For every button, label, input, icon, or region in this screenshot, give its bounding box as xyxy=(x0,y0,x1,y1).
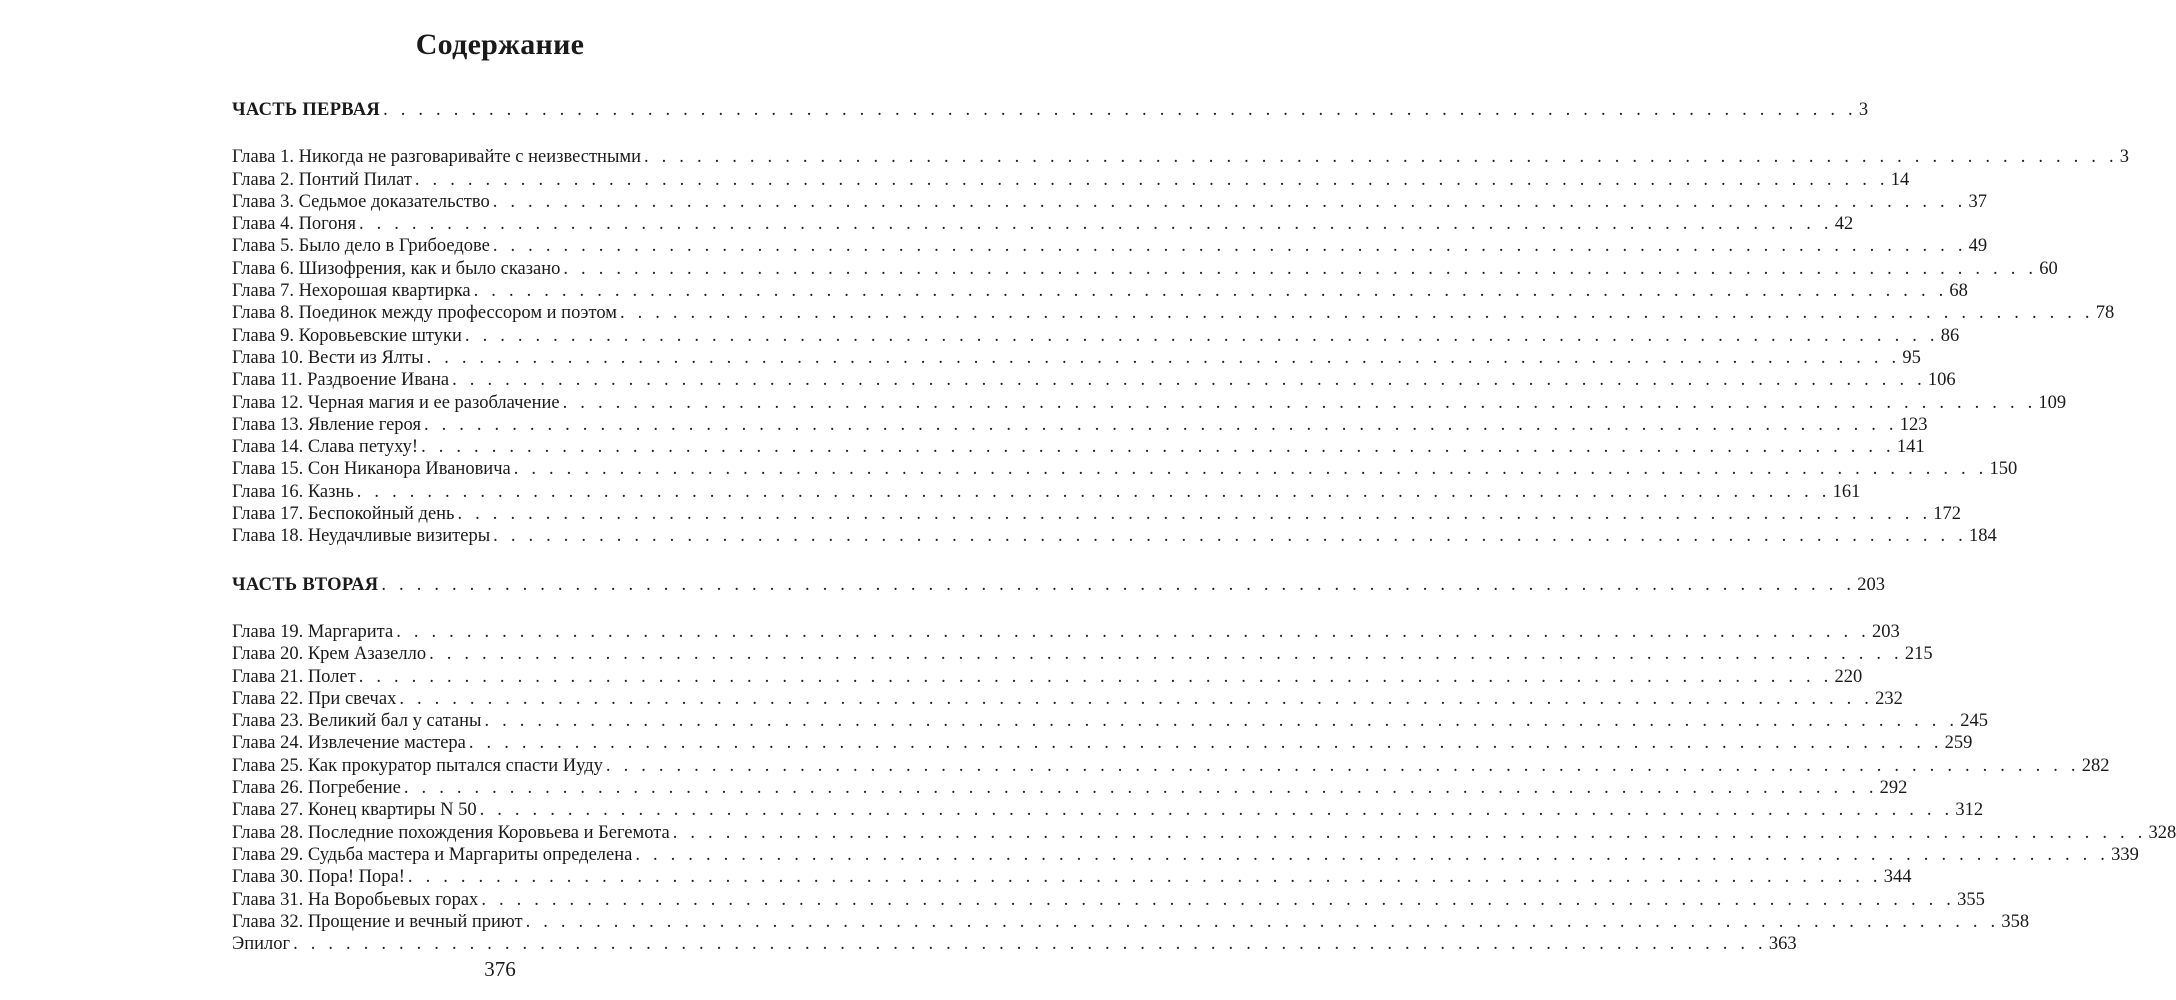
chapter-title: Глава 22. При свечах xyxy=(232,688,397,709)
chapter-page-number: 203 xyxy=(1872,621,1900,642)
chapter-title: Глава 30. Пора! Пора! xyxy=(232,867,405,888)
toc-chapter-row xyxy=(232,169,1910,191)
dot-leader: . . . . . . . . . . . . . . . . . . . . . . . . . . . . . . . . . . . . . . . . . . . . . . . . . . . . . . . . . . . . . . . . . . . . . . . . . . . . . . . . . . . . xyxy=(421,437,1895,458)
toc-chapter-row xyxy=(232,710,1988,732)
chapter-title: Глава 24. Извлечение мастера xyxy=(232,733,466,754)
toc-chapter-row xyxy=(232,146,2130,168)
dot-leader: . . . . . . . . . . . . . . . . . . . . . . . . . . . . . . . . . . . . . . . . . . . . . . . . . . . . . . . . . . . . . . . . . . . . . . . . . . . . . . . . . . . . xyxy=(407,867,1882,888)
chapter-page-number: 184 xyxy=(1968,526,1997,547)
chapter-page-number: 106 xyxy=(1927,370,1956,391)
toc-part-row xyxy=(232,574,1885,596)
dot-leader: . . . . . . . . . . . . . . . . . . . . . . . . . . . . . . . . . . . . . . . . . . . . . . . . . . . . . . . . . . . . . . . . . . . . . . . . . . . . . . . . . . . . xyxy=(493,526,1967,547)
dot-leader: . . . . . . . . . . . . . . . . . . . . . . . . . . . . . . . . . . . . . . . . . . . . . . . . . . . . . . . . . . . . . . . . . . . . . . . . . . . . . . . . . . . . xyxy=(293,934,1767,955)
chapter-page-number: 355 xyxy=(1957,889,1985,910)
dot-leader: . . . . . . . . . . . . . . . . . . . . . . . . . . . . . . . . . . . . . . . . . . . . . . . . . . . . . . . . . . . . . . . . . . . . . . . . . . . . . . . . . . . . xyxy=(563,258,2038,279)
dot-leader: . . . . . . . . . . . . . . . . . . . . . . . . . . . . . . . . . . . . . . . . . . . . . . . . . . . . . . . . . . . . . . . . . . . . . . . . . . . . . . . . . . . . xyxy=(484,711,1959,732)
dot-leader: . . . . . . . . . . . . . . . . . . . . . . . . . . . . . . . . . . . . . . . . . . . . . . . . . . . . . . . . . . . . . . . . . . . . . . . . . . . . . . . . . . . . xyxy=(414,169,1889,190)
chapter-page-number: 3 xyxy=(2119,147,2130,168)
part-title: ЧАСТЬ ПЕРВАЯ xyxy=(232,100,381,120)
toc-chapter-row xyxy=(232,844,2139,866)
chapter-page-number: 68 xyxy=(1949,281,1968,302)
toc-chapter-row xyxy=(232,213,1854,235)
toc-chapter-row xyxy=(232,325,1960,347)
dot-leader: . . . . . . . . . . . . . . . . . . . . . . . . . . . . . . . . . . . . . . . . . . . . . . . . . . . . . . . . . . . . . . . . . . . . . . . . . . . . . . . . . . . . xyxy=(426,347,1901,368)
chapter-page-number: 109 xyxy=(2038,392,2067,413)
chapter-page-number: 344 xyxy=(1883,867,1912,888)
dot-leader: . . . . . . . . . . . . . . . . . . . . . . . . . . . . . . . . . . . . . . . . . . . . . . . . . . . . . . . . . . . . . . . . . . . . . . . . . . . . . . . . . . . . xyxy=(423,414,1898,435)
dot-leader: . . . . . . . . . . . . . . . . . . . . . . . . . . . . . . . . . . . . . . . . . . . . . . . . . . . . . . . . . . . . . . . . . . . . . . . . . . . . . . . . . . . . xyxy=(479,800,1954,821)
toc-chapter-row xyxy=(232,643,1933,665)
chapter-title: Глава 19. Маргарита xyxy=(232,621,394,642)
dot-leader: . . . . . . . . . . . . . . . . . . . . . . . . . . . . . . . . . . . . . . . . . . . . . . . . . . . . . . . . . . . . . . . . . . . . . . . . . . . . . . . . . . . . xyxy=(358,214,1833,235)
dot-leader: . . . . . . . . . . . . . . . . . . . . . . . . . . . . . . . . . . . . . . . . . . . . . . . . . . . . . . . . . . . . . . . . . . . . . . . . . . . . . . . . . . . . xyxy=(635,844,2110,865)
chapter-page-number: 86 xyxy=(1940,325,1960,346)
chapter-page-number: 328 xyxy=(2148,822,2176,843)
toc-chapter-row xyxy=(232,458,2018,480)
dot-leader: . . . . . . . . . . . . . . . . . . . . . . . . . . . . . . . . . . . . . . . . . . . . . . . . . . . . . . . . . . . . . . . . . . . . . . . . . . . . . . . . . . . . xyxy=(452,370,1926,391)
dot-leader: . . . . . . . . . . . . . . . . . . . . . . . . . . . . . . . . . . . . . . . . . . . . . . . . . . . . . . . . . . . . . . . . . . . . . . . . . . . . . . . . . . . . xyxy=(429,644,1903,665)
chapter-page-number: 363 xyxy=(1768,934,1797,955)
toc-chapter-row xyxy=(232,436,1925,458)
dot-leader: . . . . . . . . . . . . . . . . . . . . . . . . . . . . . . . . . . . . . . . . . . . . . . . . . . . . . . . . . . . . . . . . . . . . . . . . . . . . . . . . . . . . xyxy=(403,778,1878,799)
chapter-title: Глава 28. Последние похождения Коровьева и Бегемота xyxy=(232,822,670,843)
chapter-page-number: 232 xyxy=(1875,688,1903,709)
chapter-title: Глава 8. Поединок между профессором и поэтом xyxy=(232,303,617,324)
chapter-title: Глава 29. Судьба мастера и Маргариты определена xyxy=(232,844,633,865)
dot-leader: . . . . . . . . . . . . . . . . . . . . . . . . . . . . . . . . . . . . . . . . . . . . . . . . . . . . . . . . . . . . . . . . . . . . . . . . . . . . . . . . . . . . xyxy=(605,755,2080,776)
toc-chapter-row xyxy=(232,235,1988,257)
toc-chapter-row xyxy=(232,481,1861,503)
toc-chapter-row xyxy=(232,933,1797,955)
chapter-page-number: 37 xyxy=(1968,191,1987,212)
toc-chapter-row xyxy=(232,525,1997,547)
dot-leader: . . . . . . . . . . . . . . . . . . . . . . . . . . . . . . . . . . . . . . . . . . . . . . . . . . . . . . . . . . . . . . . . . . . . . . . . . . . . . . . . . . . . xyxy=(492,191,1967,212)
chapter-title: Глава 13. Явление героя xyxy=(232,414,421,435)
dot-leader: . . . . . . . . . . . . . . . . . . . . . . . . . . . . . . . . . . . . . . . . . . . . . . . . . . . . . . . . . . . . . . . . . . . . . . . . . . . . . . . . . . . . xyxy=(672,822,2147,843)
toc-chapter-row xyxy=(232,889,1985,911)
chapter-title: Глава 3. Седьмое доказательство xyxy=(232,191,490,212)
toc-chapter-row xyxy=(232,666,1863,688)
dot-leader: . . . . . . . . . . . . . . . . . . . . . . . . . . . . . . . . . . . . . . . . . . . . . . . . . . . . . . . . . . . . . . . . . . . . . . . . . . . . . . . . . . . . xyxy=(525,911,2000,932)
toc-chapter-row xyxy=(232,347,1921,369)
chapter-page-number: 312 xyxy=(1955,800,1984,821)
chapter-title: Глава 17. Беспокойный день xyxy=(232,504,455,525)
chapter-title: Глава 15. Сон Никанора Ивановича xyxy=(232,459,511,480)
toc-chapter-row xyxy=(232,503,1962,525)
chapter-title: Глава 5. Было дело в Грибоедове xyxy=(232,236,490,257)
part-page-number: 203 xyxy=(1857,574,1885,595)
chapter-title: Глава 27. Конец квартиры N 50 xyxy=(232,800,477,821)
chapter-title: Глава 12. Черная магия и ее разоблачение xyxy=(232,392,560,413)
table-of-contents xyxy=(232,99,2176,955)
chapter-title: Эпилог xyxy=(232,934,291,955)
dot-leader: . . . . . . . . . . . . . . . . . . . . . . . . . . . . . . . . . . . . . . . . . . . . . . . . . . . . . . . . . . . . . . . . . . . . . . . . . . . . . . . . . . . . xyxy=(396,621,1870,642)
chapter-page-number: 141 xyxy=(1896,437,1925,458)
chapter-title: Глава 23. Великий бал у сатаны xyxy=(232,711,482,732)
part-page-number: 3 xyxy=(1858,100,1869,120)
toc-chapter-row xyxy=(232,777,1908,799)
dot-leader: . . . . . . . . . . . . . . . . . . . . . . . . . . . . . . . . . . . . . . . . . . . . . . . . . . . . . . . . . . . . . . . . . . . . . . . . . . . . . . . . . . . . xyxy=(513,459,1988,480)
dot-leader: . . . . . . . . . . . . . . . . . . . . . . . . . . . . . . . . . . . . . . . . . . . . . . . . . . . . . . . . . . . . . . . . . . . . . . . . . . . . . . . . . . . . xyxy=(457,504,1932,525)
chapter-title: Глава 16. Казнь xyxy=(232,481,354,502)
toc-chapter-row xyxy=(232,280,1968,302)
toc-chapter-row xyxy=(232,732,1973,754)
chapter-title: Глава 14. Слава петуху! xyxy=(232,437,419,458)
chapter-title: Глава 7. Нехорошая квартирка xyxy=(232,281,471,302)
toc-chapter-row xyxy=(232,799,1984,821)
dot-leader: . . . . . . . . . . . . . . . . . . . . . . . . . . . . . . . . . . . . . . . . . . . . . . . . . . . . . . . . . . . . . . . . . . . . . . . . . . . . . . . . . . . . xyxy=(356,481,1831,502)
dot-leader: . . . . . . . . . . . . . . . . . . . . . . . . . . . . . . . . . . . . . . . . . . . . . . . . . . . . . . . . . . . . . . . . . . . . . . . . . . . . . . . . . . . . xyxy=(473,281,1948,302)
dot-leader: . . . . . . . . . . . . . . . . . . . . . . . . . . . . . . . . . . . . . . . . . . . . . . . . . . . . . . . . . . . . . . . . . . . . . . . . . . . . . . . . . . . . xyxy=(481,889,1956,910)
toc-chapter-row xyxy=(232,392,2067,414)
chapter-title: Глава 10. Вести из Ялты xyxy=(232,347,424,368)
chapter-page-number: 49 xyxy=(1968,236,1988,257)
page-number: 376 xyxy=(484,957,516,981)
chapter-page-number: 161 xyxy=(1832,481,1861,502)
chapter-title: Глава 32. Прощение и вечный приют xyxy=(232,911,523,932)
chapter-page-number: 220 xyxy=(1834,666,1863,687)
dot-leader: . . . . . . . . . . . . . . . . . . . . . . . . . . . . . . . . . . . . . . . . . . . . . . . . . . . . . . . . . . . . . . . . . . . . . . . . . . . . . . . . . . . . xyxy=(492,236,1967,257)
toc-part-row xyxy=(232,99,1869,121)
chapter-title: Глава 1. Никогда не разговаривайте с неизвестными xyxy=(232,147,641,168)
toc-chapter-row xyxy=(232,191,1987,213)
dot-leader: . . . . . . . . . . . . . . . . . . . . . . . . . . . . . . . . . . . . . . . . . . . . . . . . . . . . . . . . . . . . . . . . . . . . . . . . . . . . . . . . . . . . xyxy=(468,733,1943,754)
dot-leader: . . . . . . . . . . . . . . . . . . . . . . . . . . . . . . . . . . . . . . . . . . . . . . . . . . . . . . . . . . . . . . . . . . . . . . . . . . . . . . . . . . . . xyxy=(383,100,1857,120)
dot-leader: . . . . . . . . . . . . . . . . . . . . . . . . . . . . . . . . . . . . . . . . . . . . . . . . . . . . . . . . . . . . . . . . . . . . . . . . . . . . . . . . . . . . xyxy=(399,688,1874,709)
dot-leader: . . . . . . . . . . . . . . . . . . . . . . . . . . . . . . . . . . . . . . . . . . . . . . . . . . . . . . . . . . . . . . . . . . . . . . . . . . . . . . . . . . . . xyxy=(562,392,2037,413)
chapter-page-number: 282 xyxy=(2081,755,2110,776)
chapter-page-number: 215 xyxy=(1904,644,1933,665)
chapter-page-number: 358 xyxy=(2001,911,2030,932)
toc-chapter-row xyxy=(232,258,2058,280)
chapter-page-number: 245 xyxy=(1960,711,1988,732)
chapter-page-number: 150 xyxy=(1989,459,2018,480)
toc-chapter-row xyxy=(232,911,2030,933)
chapter-title: Глава 18. Неудачливые визитеры xyxy=(232,526,491,547)
chapter-title: Глава 21. Полет xyxy=(232,666,356,687)
toc-chapter-row xyxy=(232,302,2115,324)
chapter-title: Глава 11. Раздвоение Ивана xyxy=(232,370,450,391)
chapter-title: Глава 4. Погоня xyxy=(232,214,356,235)
chapter-page-number: 14 xyxy=(1890,169,1910,190)
chapter-title: Глава 20. Крем Азазелло xyxy=(232,644,427,665)
toc-chapter-row xyxy=(232,688,1903,710)
chapter-page-number: 259 xyxy=(1944,733,1973,754)
toc-chapter-row xyxy=(232,621,1900,643)
dot-leader: . . . . . . . . . . . . . . . . . . . . . . . . . . . . . . . . . . . . . . . . . . . . . . . . . . . . . . . . . . . . . . . . . . . . . . . . . . . . . . . . . . . . xyxy=(464,325,1939,346)
chapter-title: Глава 2. Понтий Пилат xyxy=(232,169,412,190)
chapter-page-number: 60 xyxy=(2039,258,2058,279)
chapter-page-number: 42 xyxy=(1834,214,1854,235)
toc-chapter-row xyxy=(232,755,2110,777)
dot-leader: . . . . . . . . . . . . . . . . . . . . . . . . . . . . . . . . . . . . . . . . . . . . . . . . . . . . . . . . . . . . . . . . . . . . . . . . . . . . . . . . . . . . xyxy=(619,303,2094,324)
chapter-page-number: 123 xyxy=(1899,414,1928,435)
chapter-title: Глава 25. Как прокуратор пытался спасти Иуду xyxy=(232,755,603,776)
page-title: Содержание xyxy=(415,28,585,61)
chapter-page-number: 172 xyxy=(1933,504,1962,525)
toc-chapter-row xyxy=(232,414,1928,436)
chapter-page-number: 95 xyxy=(1902,347,1921,368)
chapter-title: Глава 9. Коровьевские штуки xyxy=(232,325,462,346)
chapter-page-number: 339 xyxy=(2111,844,2139,865)
dot-leader: . . . . . . . . . . . . . . . . . . . . . . . . . . . . . . . . . . . . . . . . . . . . . . . . . . . . . . . . . . . . . . . . . . . . . . . . . . . . . . . . . . . . xyxy=(381,574,1856,595)
chapter-page-number: 78 xyxy=(2095,303,2115,324)
chapter-title: Глава 6. Шизофрения, как и было сказано xyxy=(232,258,561,279)
chapter-title: Глава 26. Погребение xyxy=(232,778,401,799)
toc-chapter-row xyxy=(232,369,1956,391)
chapter-page-number: 292 xyxy=(1879,778,1908,799)
part-title: ЧАСТЬ ВТОРАЯ xyxy=(232,574,379,595)
toc-chapter-row xyxy=(232,822,2176,844)
dot-leader: . . . . . . . . . . . . . . . . . . . . . . . . . . . . . . . . . . . . . . . . . . . . . . . . . . . . . . . . . . . . . . . . . . . . . . . . . . . . . . . . . . . . xyxy=(358,666,1833,687)
toc-chapter-row xyxy=(232,866,1912,888)
chapter-title: Глава 31. На Воробьевых горах xyxy=(232,889,479,910)
dot-leader: . . . . . . . . . . . . . . . . . . . . . . . . . . . . . . . . . . . . . . . . . . . . . . . . . . . . . . . . . . . . . . . . . . . . . . . . . . . . . . . . . . . . xyxy=(644,147,2118,168)
